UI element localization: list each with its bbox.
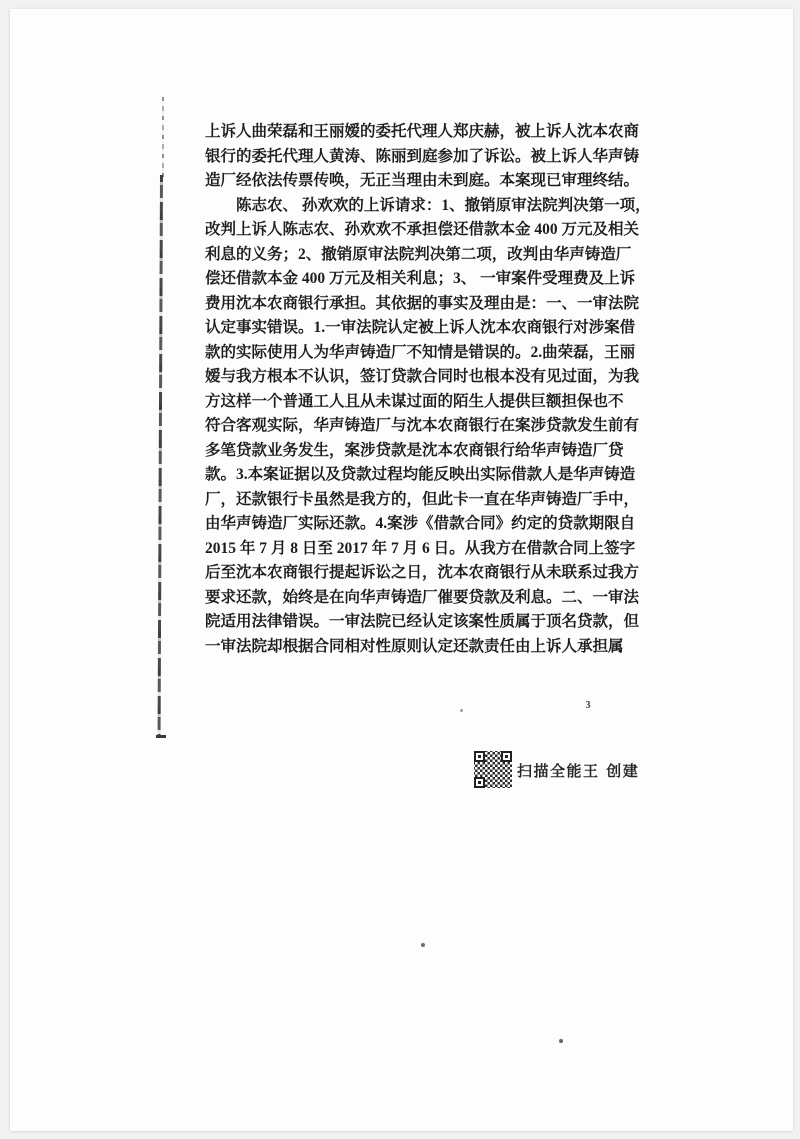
text-line: 院适用法律错误。一审法院已经认定该案性质属于顶名贷款，但 bbox=[205, 613, 640, 630]
scanned-document-page bbox=[10, 9, 793, 1131]
text-line: 改判上诉人陈志农、孙欢欢不承担偿还借款本金 400 万元及相关 bbox=[205, 221, 640, 238]
text-line: 陈志农、 孙欢欢的上诉请求：1、撤销原审法院判决第一项， bbox=[205, 196, 651, 214]
text-line: 方这样一个普通工人且从未谋过面的陌生人提供巨额担保也不 bbox=[205, 392, 624, 410]
text-line: 款。3.本案证据以及贷款过程均能反映出实际借款人是华声铸造 bbox=[205, 466, 636, 483]
qr-finder-pattern bbox=[474, 751, 485, 762]
text-line: 费用沈本农商银行承担。其依据的事实及理由是：一、一审法院 bbox=[205, 294, 640, 312]
qr-finder-pattern bbox=[474, 777, 485, 788]
text-line: 上诉人曲荣磊和王丽嫒的委托代理人郑庆赫，被上诉人沈本农商 bbox=[205, 123, 640, 140]
text-line: 款的实际使用人为华声铸造厂不知情是错误的。2.曲荣磊，王丽 bbox=[205, 343, 636, 361]
document-body-text bbox=[205, 120, 651, 659]
text-line: 符合客观实际，华声铸造厂与沈本农商银行在案涉贷款发生前有 bbox=[205, 417, 640, 434]
text-line: 后至沈本农商银行提起诉讼之日，沈本农商银行从未联系过我方 bbox=[205, 564, 640, 581]
text-line: 由华声铸造厂实际还款。4.案涉《借款合同》约定的贷款期限自 bbox=[205, 515, 636, 532]
text-line: 嫒与我方根本不认识，签订贷款合同时也根本没有见过面，为我 bbox=[205, 368, 640, 385]
scan-speck bbox=[421, 943, 425, 947]
text-line: 厂，还款银行卡虽然是我方的，但此卡一直在华声铸造厂手中， bbox=[205, 490, 640, 508]
scan-binding-artifact-foot bbox=[156, 735, 166, 738]
text-line: 认定事实错误。1.一审法院认定被上诉人沈本农商银行对涉案借 bbox=[205, 319, 636, 336]
qr-code bbox=[474, 751, 512, 788]
qr-finder-pattern bbox=[501, 751, 512, 762]
scan-binding-artifact-line bbox=[158, 175, 163, 735]
text-line: 利息的义务；2、撤销原审法院判决第二项，改判由华声铸造厂 bbox=[205, 245, 632, 263]
text-line: 要求还款，始终是在向华声铸造厂催要贷款及利息。二、一审法 bbox=[205, 588, 640, 606]
text-line: 银行的委托代理人黄涛、陈丽到庭参加了诉讼。被上诉人华声铸 bbox=[205, 147, 640, 165]
scan-binding-artifact-top bbox=[162, 97, 164, 177]
text-line: 偿还借款本金 400 万元及相关利息；3、 一审案件受理费及上诉 bbox=[205, 270, 636, 287]
page-number: 3 bbox=[585, 700, 591, 711]
text-line: 一审法院却根据合同相对性原则认定还款责任由上诉人承担属 bbox=[205, 637, 624, 655]
scan-speck bbox=[559, 1039, 563, 1043]
text-line: 造厂经依法传票传唤，无正当理由未到庭。本案现已审理终结。 bbox=[205, 172, 640, 189]
text-line: 多笔贷款业务发生，案涉贷款是沈本农商银行给华声铸造厂贷 bbox=[205, 441, 624, 459]
camscanner-watermark-label: 扫描全能王 创建 bbox=[517, 762, 640, 780]
scan-speck bbox=[460, 709, 463, 712]
text-line: 2015 年 7 月 8 日至 2017 年 7 月 6 日。从我方在借款合同上签字 bbox=[205, 539, 636, 557]
